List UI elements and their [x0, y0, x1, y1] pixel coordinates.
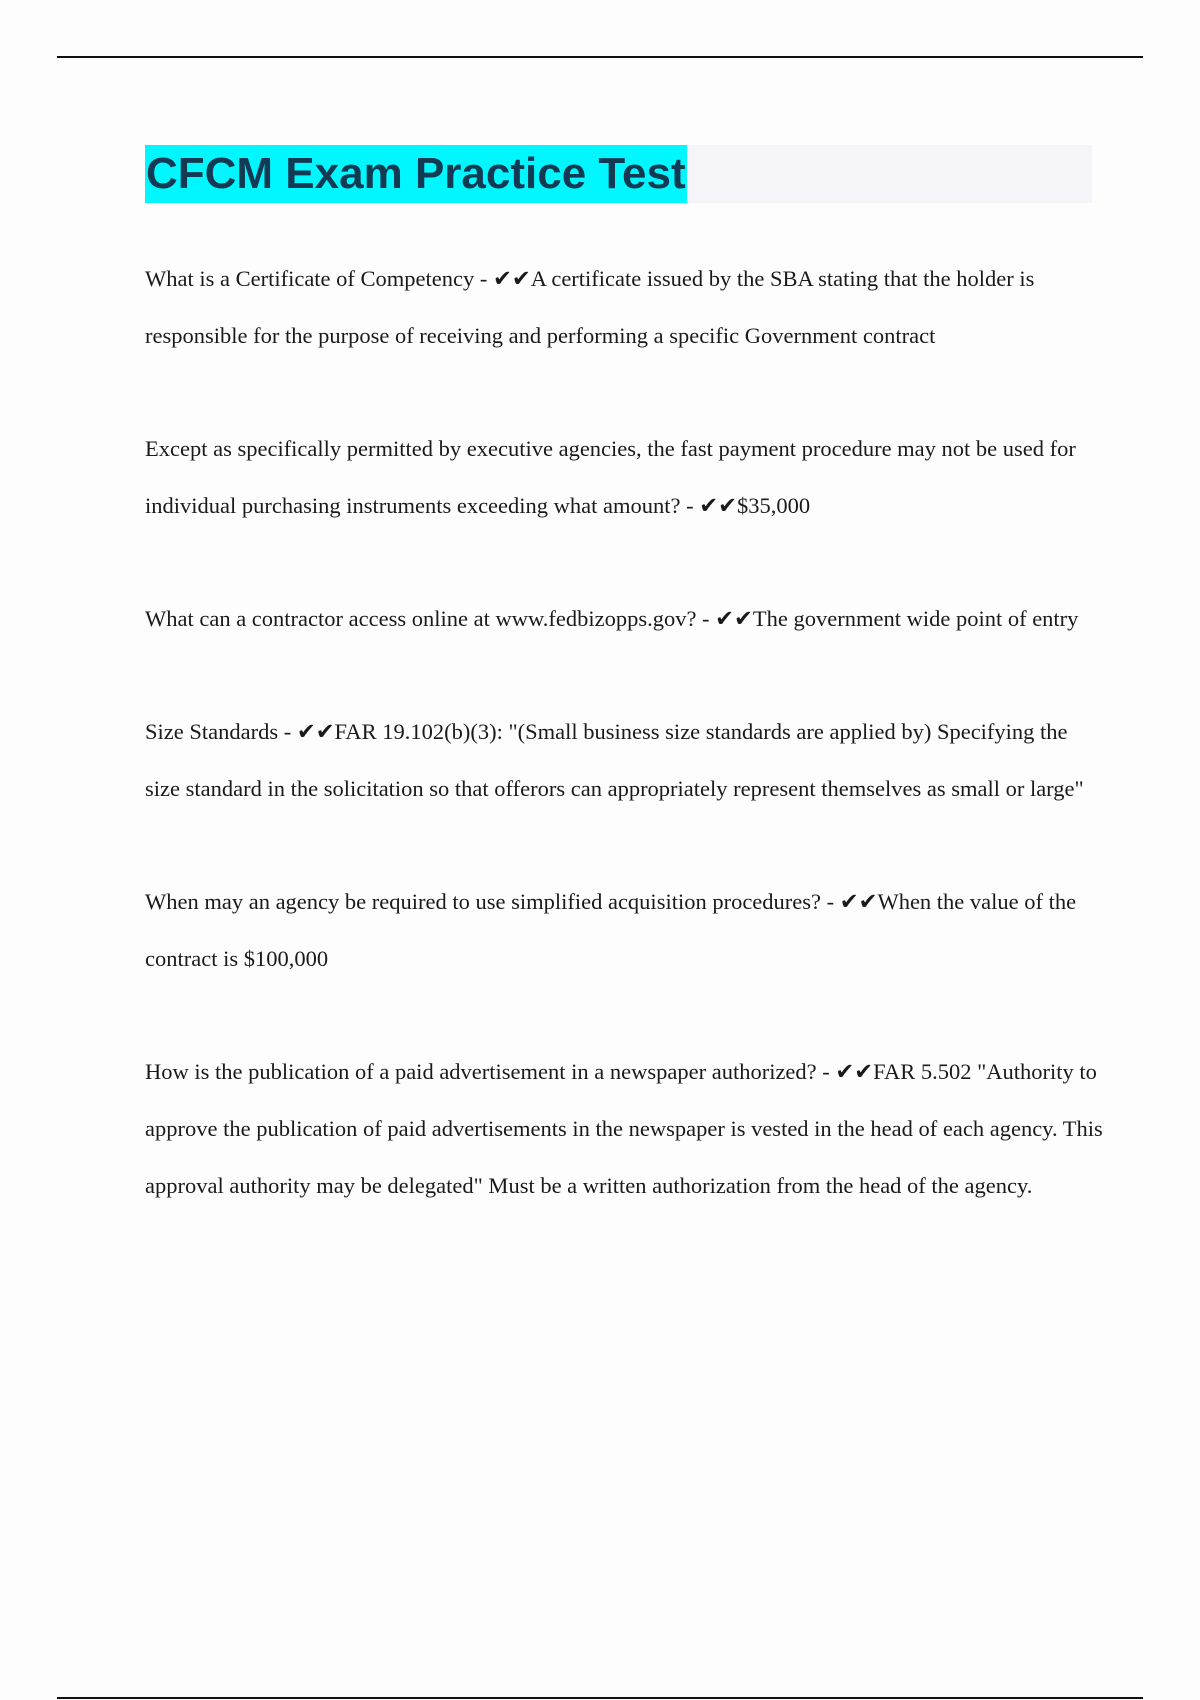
footer-rule	[57, 1697, 1143, 1699]
qa-list	[145, 250, 1105, 1214]
qa-entry-paid-advertisement: How is the publication of a paid advertisement in a newspaper authorized? - ✔✔FAR 5.502 "Authority to approve the publication of paid advertisements in the newspaper is vested in the head of each agency. This approval authority may be delegated" Must be a written authorization from the head of the agency.	[145, 1059, 1103, 1198]
document-title: CFCM Exam Practice Test	[145, 145, 687, 203]
qa-entry-simplified-acquisition: When may an agency be required to use simplified acquisition procedures? - ✔✔When the value of the contract is $100,000	[145, 889, 1077, 971]
qa-entry-size-standards: Size Standards - ✔✔FAR 19.102(b)(3): "(Small business size standards are applied by) Specifying the size standard in the solicitation so that offerors can appropriately represent themselves as small or large"	[145, 719, 1084, 801]
header-rule	[57, 56, 1143, 58]
qa-entry-fedbizopps: What can a contractor access online at www.fedbizopps.gov? - ✔✔The government wide point of entry	[145, 606, 1079, 631]
qa-entry-certificate-of-competency: What is a Certificate of Competency - ✔✔A certificate issued by the SBA stating that the holder is responsible for the purpose of receiving and performing a specific Government contract	[145, 266, 1035, 348]
qa-entry-fast-payment: Except as specifically permitted by executive agencies, the fast payment procedure may not be used for individual purchasing instruments exceeding what amount? - ✔✔$35,000	[145, 436, 1076, 518]
